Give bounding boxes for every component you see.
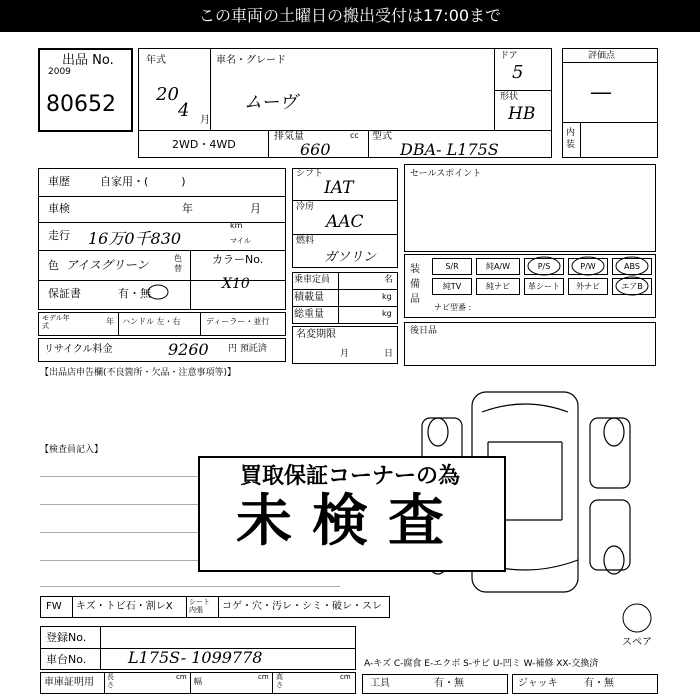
capacity-unit: 名 <box>384 275 394 285</box>
equip-abs: ABS <box>612 258 652 275</box>
change-day: 日 <box>384 349 394 359</box>
model-label: 型式 <box>372 131 392 142</box>
seat-label: シート 内張 <box>189 598 210 615</box>
inspection-month: 月 <box>250 202 261 215</box>
equip-tv: 純TV <box>432 278 472 295</box>
handle-label: ハンドル 左・右 <box>122 317 181 326</box>
month-value: 4 <box>178 100 190 121</box>
drive-label: 2WD・4WD <box>172 138 236 151</box>
stamp-line1: 買取保証コーナーの為 <box>239 464 460 489</box>
equip-sr: S/R <box>432 258 472 275</box>
color-label: 色 <box>48 259 59 272</box>
ac-label: 冷房 <box>296 202 315 212</box>
displacement-unit: cc <box>350 131 359 140</box>
model-year-label: モデル年式 <box>42 314 70 331</box>
dim-length: 長さ <box>107 673 114 689</box>
equip-ps: P/S <box>524 258 564 275</box>
load-unit: kg <box>382 292 392 301</box>
jack-label: ジャッキ <box>518 678 558 689</box>
model-year-unit: 年 <box>106 317 114 326</box>
shift-value: IAT <box>324 178 354 198</box>
report-label: 【出品店申告欄(不良箇所・欠品・注意事項等)】 <box>40 368 237 378</box>
lot-label: 出品 No. <box>62 53 114 68</box>
load-label: 積載量 <box>294 292 324 303</box>
spare-label: スペア <box>622 637 652 648</box>
inspection-year: 年 <box>182 202 193 215</box>
fuel-label: 燃料 <box>296 236 315 246</box>
dealer-label: ディーラー・並行 <box>206 317 270 326</box>
lot-number: 80652 <box>46 92 116 117</box>
fuel-value: ガソリン <box>324 250 377 265</box>
history-label: 車歴 <box>48 175 70 188</box>
mileage-value: 16万0千830 <box>88 229 182 248</box>
doors-value: 5 <box>512 62 524 83</box>
recycle-unit: 円 預託済 <box>228 344 267 354</box>
name-value: ムーヴ <box>244 92 298 113</box>
reg-no-label: 登録No. <box>46 631 87 644</box>
dim-width-unit: cm <box>258 673 269 681</box>
banner-text: この車両の土曜日の搬出受付は17:00まで <box>198 6 502 25</box>
name-label: 車名・グレード <box>216 55 286 66</box>
dim-height-unit: cm <box>340 673 351 681</box>
tools-value: 有・無 <box>434 678 464 689</box>
dim-length-unit: cm <box>176 673 187 681</box>
shape-value: HB <box>508 104 536 124</box>
displacement-label: 排気量 <box>274 131 304 142</box>
interior-label: 内装 <box>566 128 576 150</box>
color-value: アイスグリーン <box>66 258 149 272</box>
damage-legend: A-キズ C-腐食 E-エクボ S-サビ U-凹ミ W-補修 XX-交換済 <box>364 659 599 669</box>
equip-leather: 革シート <box>524 278 564 295</box>
color-change-label: 色替 <box>174 254 182 273</box>
doors-label: ドア <box>500 51 518 61</box>
capacity-label: 乗車定員 <box>294 275 331 285</box>
stamp-line2: 未検査 <box>236 489 464 554</box>
after-items-label: 後日品 <box>410 326 438 336</box>
change-month: 月 <box>340 349 350 359</box>
navi-model-label: ナビ型番 : <box>434 303 472 312</box>
model-value: DBA- L175S <box>400 140 499 159</box>
recycle-value: 9260 <box>168 340 209 359</box>
recycle-label: リサイクル料金 <box>44 344 113 355</box>
warranty-label: 保証書 <box>48 287 81 300</box>
year-value: 20 <box>156 84 179 105</box>
weight-unit: kg <box>382 309 392 318</box>
rating-value: — <box>590 80 612 105</box>
shift-label: シフト <box>296 169 324 179</box>
change-label: 名変期限 <box>296 329 336 340</box>
lot-year: 2009 <box>48 67 71 77</box>
inspector-label: 【検査員記入】 <box>40 445 104 455</box>
displacement-value: 660 <box>300 140 331 159</box>
equip-ext-navi: 外ナビ <box>568 278 608 295</box>
seat-desc: コゲ・穴・汚レ・シミ・破レ・スレ <box>222 601 382 612</box>
chassis-label: 車台No. <box>46 653 87 666</box>
month-unit: 月 <box>200 115 210 126</box>
inspection-label: 車検 <box>48 202 70 215</box>
mileage-note: マイル <box>230 237 251 245</box>
fw-label: FW <box>46 601 62 612</box>
garage-label: 車庫証明用 <box>44 677 94 688</box>
after-items-box <box>404 322 656 366</box>
equip-aw: 純A/W <box>476 258 520 275</box>
color-no-value: X10 <box>222 276 250 292</box>
equip-pw: P/W <box>568 258 608 275</box>
weight-label: 総重量 <box>294 309 324 320</box>
sales-point-label: セールスポイント <box>410 169 482 179</box>
chassis-value: L175S- 1099778 <box>128 648 263 667</box>
color-no-label: カラーNo. <box>212 253 264 266</box>
rating-label: 評価点 <box>588 51 616 61</box>
shape-label: 形状 <box>500 92 519 102</box>
jack-value: 有・無 <box>584 678 614 689</box>
equip-navi: 純ナビ <box>476 278 520 295</box>
history-value: 自家用・( ) <box>100 175 186 188</box>
warranty-value: 有・無 <box>118 287 151 300</box>
equipment-label: 装備品 <box>410 264 420 305</box>
tools-label: 工具 <box>370 678 390 689</box>
dim-height: 高さ <box>276 673 283 689</box>
ac-value: AAC <box>326 212 364 232</box>
fw-desc: キズ・トビ石・割レX <box>76 601 173 612</box>
mileage-label: 走行 <box>48 229 70 242</box>
equip-airbag: エアB <box>612 278 652 295</box>
year-label: 年式 <box>146 55 166 66</box>
mileage-unit: km <box>230 221 243 230</box>
dim-width: 幅 <box>194 677 202 686</box>
